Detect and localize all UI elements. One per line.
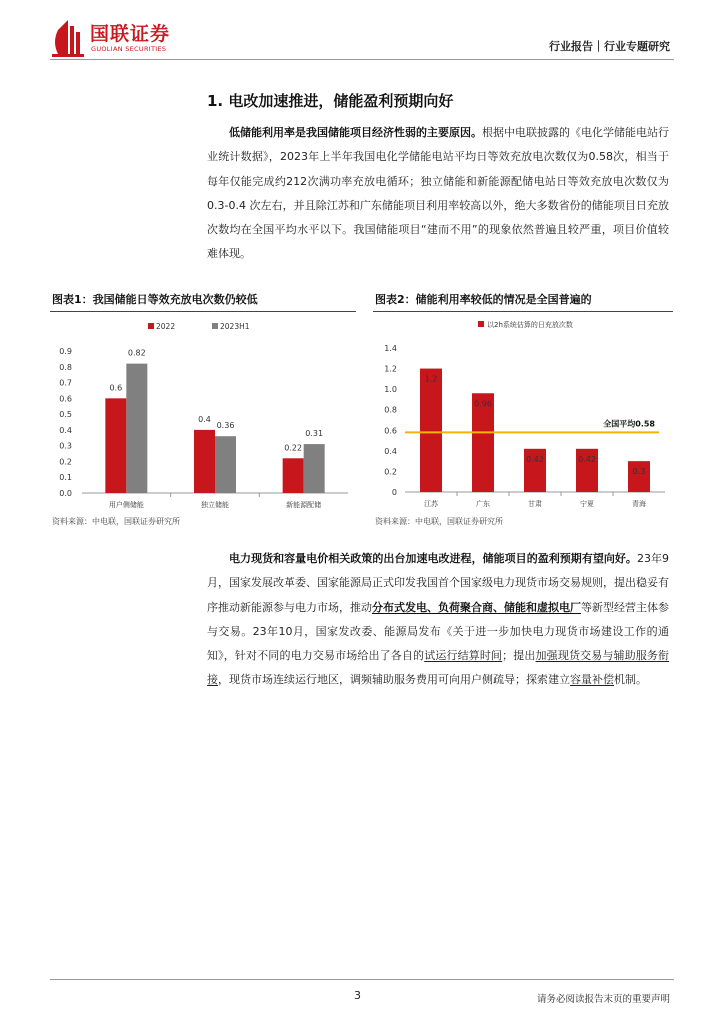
paragraph-2-seg2: 等新型经营主体参与交易。23年10月，国家发改委、能源局发布《关于进一步加快电力现货市场建设工作的通知》，针对不同的电力交易市场给出了各自的 [207, 600, 669, 663]
logo-name-cn: 国联证券 [90, 23, 171, 45]
y-tick-label: 0.8 [384, 405, 397, 415]
chart-1 [50, 315, 358, 513]
chart-2 [373, 315, 673, 513]
y-tick-label: 0.5 [59, 410, 72, 420]
legend-label: 以2h系统估算的日充放次数 [487, 321, 573, 329]
bar-value-label: 0.82 [127, 348, 146, 358]
legend-label: 2022 [156, 322, 176, 331]
disclaimer-notice: 请务必阅读报告末页的重要声明 [536, 994, 670, 1005]
bar-value-label: 0.3 [632, 467, 646, 477]
logo-name-en: GUOLIAN SECURITIES [91, 45, 167, 53]
y-tick-label: 0.3 [59, 441, 72, 451]
y-tick-label: 1.0 [384, 385, 397, 395]
bar-value-label: 0.6 [109, 383, 123, 393]
y-tick-label: 1.4 [384, 344, 397, 353]
figure-2-title: 图表2：储能利用率较低的情况是全国普遍的 [375, 293, 592, 306]
average-reference-label: 全国平均0.58 [603, 419, 655, 429]
paragraph-2-seg4: ，现货市场连续运行地区，调频辅助服务费用可向用户侧疏导；探索建立 [218, 673, 570, 687]
legend-swatch [148, 323, 154, 329]
underlined-capacity-compensation: 容量补偿 [570, 673, 614, 687]
legend-label: 2023H1 [220, 322, 250, 331]
paragraph-2 [207, 547, 669, 693]
legend-swatch [212, 323, 218, 329]
y-tick-label: 0.6 [384, 426, 397, 436]
x-tick-label: 青海 [632, 500, 646, 508]
y-tick-label: 0.2 [384, 467, 397, 477]
y-tick-label: 0.7 [59, 378, 72, 388]
x-tick-label: 独立储能 [201, 501, 229, 509]
bar-2022 [194, 430, 215, 493]
paragraph-2-seg1: 23年9月，国家发展改革委、国家能源局正式印发我国首个国家级电力现货市场交易规则，提出稳妥有序推动新能源参与电力市场，推动 [207, 552, 669, 614]
bar-value-label: 1.2 [424, 374, 438, 384]
x-tick-label: 新能源配储 [286, 501, 322, 509]
figure-1-rule [50, 311, 356, 312]
paragraph-1-lead: 低储能利用率是我国储能项目经济性弱的主要原因。 [229, 126, 482, 139]
bar-value-label: 0.36 [216, 421, 235, 431]
paragraph-1 [207, 121, 669, 267]
bar-青海 [628, 461, 650, 492]
y-tick-label: 0.1 [59, 473, 72, 483]
bar-2022 [105, 398, 126, 493]
figure-1-title: 图表1：我国储能日等效充放电次数仍较低 [52, 293, 258, 306]
paragraph-1-body: 根据中电联披露的《电化学储能电站行业统计数据》，2023年上半年我国电化学储能电站平均日等效充放电次数仅为0.58次，相当于每年仅能完成约212次满功率充放电循环；独立储能和新能源配储电站日等效充放电次数仅为 0.3-0.4 次左右，并且除江苏和广东储能项目利用率较高以外，绝大多数省份的储能项目日充放次数均在全国平均水平以下。我国储能项目“建而不用”的现象依然普遍且较严重，项目价值较难体现。 [207, 126, 669, 261]
bar-2022 [283, 458, 304, 493]
paragraph-2-lead: 电力现货和容量电价相关政策的出台加速电改进程，储能项目的盈利预期有望向好。 [229, 552, 637, 565]
header-divider [50, 59, 674, 60]
x-tick-label: 宁夏 [580, 500, 594, 508]
underlined-spot-ancillary: 加强现货交易与辅助服务衔接 [207, 649, 670, 687]
y-tick-label: 0 [391, 488, 397, 497]
y-tick-label: 0.4 [59, 425, 72, 435]
legend-swatch [478, 321, 484, 327]
y-tick-label: 0.0 [59, 489, 72, 498]
y-tick-label: 1.2 [384, 364, 397, 374]
bar-value-label: 0.96 [474, 399, 492, 409]
figure-2-rule [373, 311, 673, 312]
company-logo [50, 18, 190, 58]
section-title: 1. 电改加速推进，储能盈利预期向好 [207, 92, 454, 110]
y-tick-label: 0.6 [59, 394, 72, 404]
bar-value-label: 0.42 [578, 454, 596, 464]
bar-江苏 [420, 369, 442, 492]
bar-value-label: 0.42 [526, 454, 544, 464]
bar-value-label: 0.22 [284, 443, 303, 453]
x-tick-label: 用户侧储能 [108, 501, 144, 509]
x-tick-label: 广东 [476, 500, 490, 508]
figure-2-source: 资料来源：中电联，国联证券研究所 [375, 517, 503, 526]
footer-divider [50, 979, 674, 980]
bar-value-label: 0.31 [305, 429, 324, 439]
y-tick-label: 0.9 [59, 347, 72, 356]
page-number: 3 [354, 989, 361, 1002]
underlined-settlement-time: 试运行结算时间 [424, 649, 503, 663]
report-type: 行业报告｜行业专题研究 [549, 40, 670, 53]
x-tick-label: 江苏 [424, 500, 438, 508]
paragraph-2-seg3: ；提出 [502, 649, 536, 663]
bar-2023H1 [126, 364, 147, 493]
x-tick-label: 甘肃 [528, 500, 542, 508]
bar-2023H1 [215, 436, 236, 493]
paragraph-2-seg5: 机制。 [614, 673, 647, 687]
y-tick-label: 0.2 [59, 457, 72, 467]
y-tick-label: 0.4 [384, 446, 397, 456]
underlined-entities: 分布式发电、负荷聚合商、储能和虚拟电厂 [372, 600, 581, 614]
logo-mark-icon [50, 18, 86, 58]
figure-1-source: 资料来源：中电联，国联证券研究所 [52, 517, 180, 526]
bar-value-label: 0.4 [198, 414, 211, 424]
y-tick-label: 0.8 [59, 362, 72, 372]
bar-2023H1 [304, 444, 325, 493]
